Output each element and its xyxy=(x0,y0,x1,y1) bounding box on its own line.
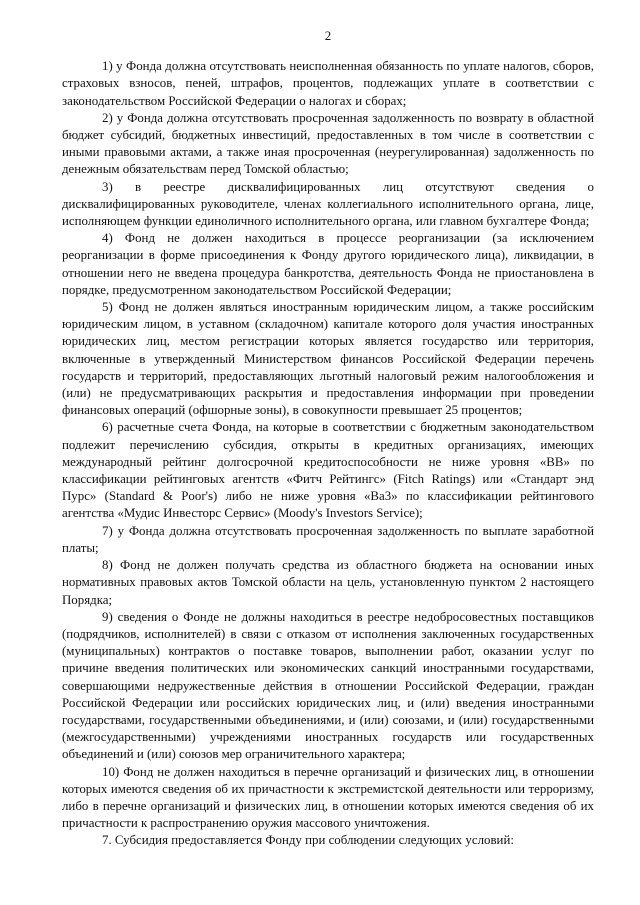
paragraph-item-9: 9) сведения о Фонде не должны находиться в реестре недобросовестных поставщиков (подрядчиков, исполнителей) в связи с отказом от исполнения заключенных государственных (муниципальных) контрактов о поставке товаров, выполнении работ, оказании услуг по причине введения политических или экономических санкций иностранными государствами, совершающими недружественные действия в отношении Российской Федерации, граждан Российской Федерации или российских юридических лиц, и (или) введения иностранными государствами, государственными объединениями, и (или) союзами, и (или) государственными (межгосударственными) учреждениями иностранных государств или государственных объединений и (или) союзов мер ограничительного характера; xyxy=(62,609,594,762)
paragraph-item-8: 8) Фонд не должен получать средства из областного бюджета на основании иных нормативных правовых актов Томской области на цель, установленную пунктом 2 настоящего Порядка; xyxy=(62,558,594,607)
paragraph-item-1: 1) у Фонда должна отсутствовать неисполненная обязанность по уплате налогов, сборов, страховых взносов, пеней, штрафов, процентов, подлежащих уплате в соответствии с законодательством Российской Федерации о налогах и сборах; xyxy=(62,59,594,108)
paragraph-item-5: 5) Фонд не должен являться иностранным юридическим лицом, а также российским юридическим лицом, в уставном (складочном) капитале которого доля участия иностранных юридических лиц, местом регистрации которых является государство или территория, включенные в утвержденный Министерством финансов Российской Федерации перечень государств и территорий, предоставляющих льготный налоговый режим налогообложения и (или) не предусматривающих раскрытия и предоставления информации при проведении финансовых операций (офшорные зоны), в совокупности превышает 25 процентов; xyxy=(62,300,594,418)
paragraph-item-4: 4) Фонд не должен находиться в процессе реорганизации (за исключением реорганизации в форме присоединения к Фонду другого юридического лица), ликвидации, в отношении него не введена процедура банкротства, деятельность Фонда не приостановлена в порядке, предусмотренном законодательством Российской Федерации; xyxy=(62,231,594,297)
paragraph-item-2: 2) у Фонда должна отсутствовать просроченная задолженность по возврату в областной бюджет субсидий, бюджетных инвестиций, предоставленных в том числе в соответствии с иными правовыми актами, а также иная просроченная (неурегулированная) задолженность по денежным обязательствам перед Томской областью; xyxy=(62,110,594,177)
paragraph-item-7: 7) у Фонда должна отсутствовать просроченная задолженность по выплате заработной платы; xyxy=(62,523,594,555)
paragraph-item-6: 6) расчетные счета Фонда, на которые в соответствии с бюджетным законодательством подлежит перечислению субсидия, открыты в кредитных организациях, имеющих международный рейтинг долгосрочной кредитоспособности не ниже уровня «BB» по классификации рейтинговых агентств «Фитч Рейтингс» (Fitch Ratings) или «Стандарт энд Пурс» (Standard & Poor's) либо не ниже уровня «Ba3» по классификации рейтингового агентства «Мудис Инвесторс Сервис» (Moody's Investors Service); xyxy=(62,420,594,521)
section-7-intro: 7. Субсидия предоставляется Фонду при соблюдении следующих условий: xyxy=(102,833,514,848)
page-number: 2 xyxy=(324,29,332,43)
paragraph-item-10: 10) Фонд не должен находиться в перечне организаций и физических лиц, в отношении которых имеются сведения об их причастности к экстремистской деятельности или терроризму, либо в перечне организаций и физических лиц, в отношении которых имеются сведения об их причастности к распространению оружия массового уничтожения. xyxy=(62,764,594,831)
paragraph-item-3: 3) в реестре дисквалифицированных лиц отсутствуют сведения о дисквалифицированных руководителе, членах коллегиального исполнительного органа, лице, исполняющем функции единоличного исполнительного органа, или главном бухгалтере Фонда; xyxy=(62,179,594,229)
